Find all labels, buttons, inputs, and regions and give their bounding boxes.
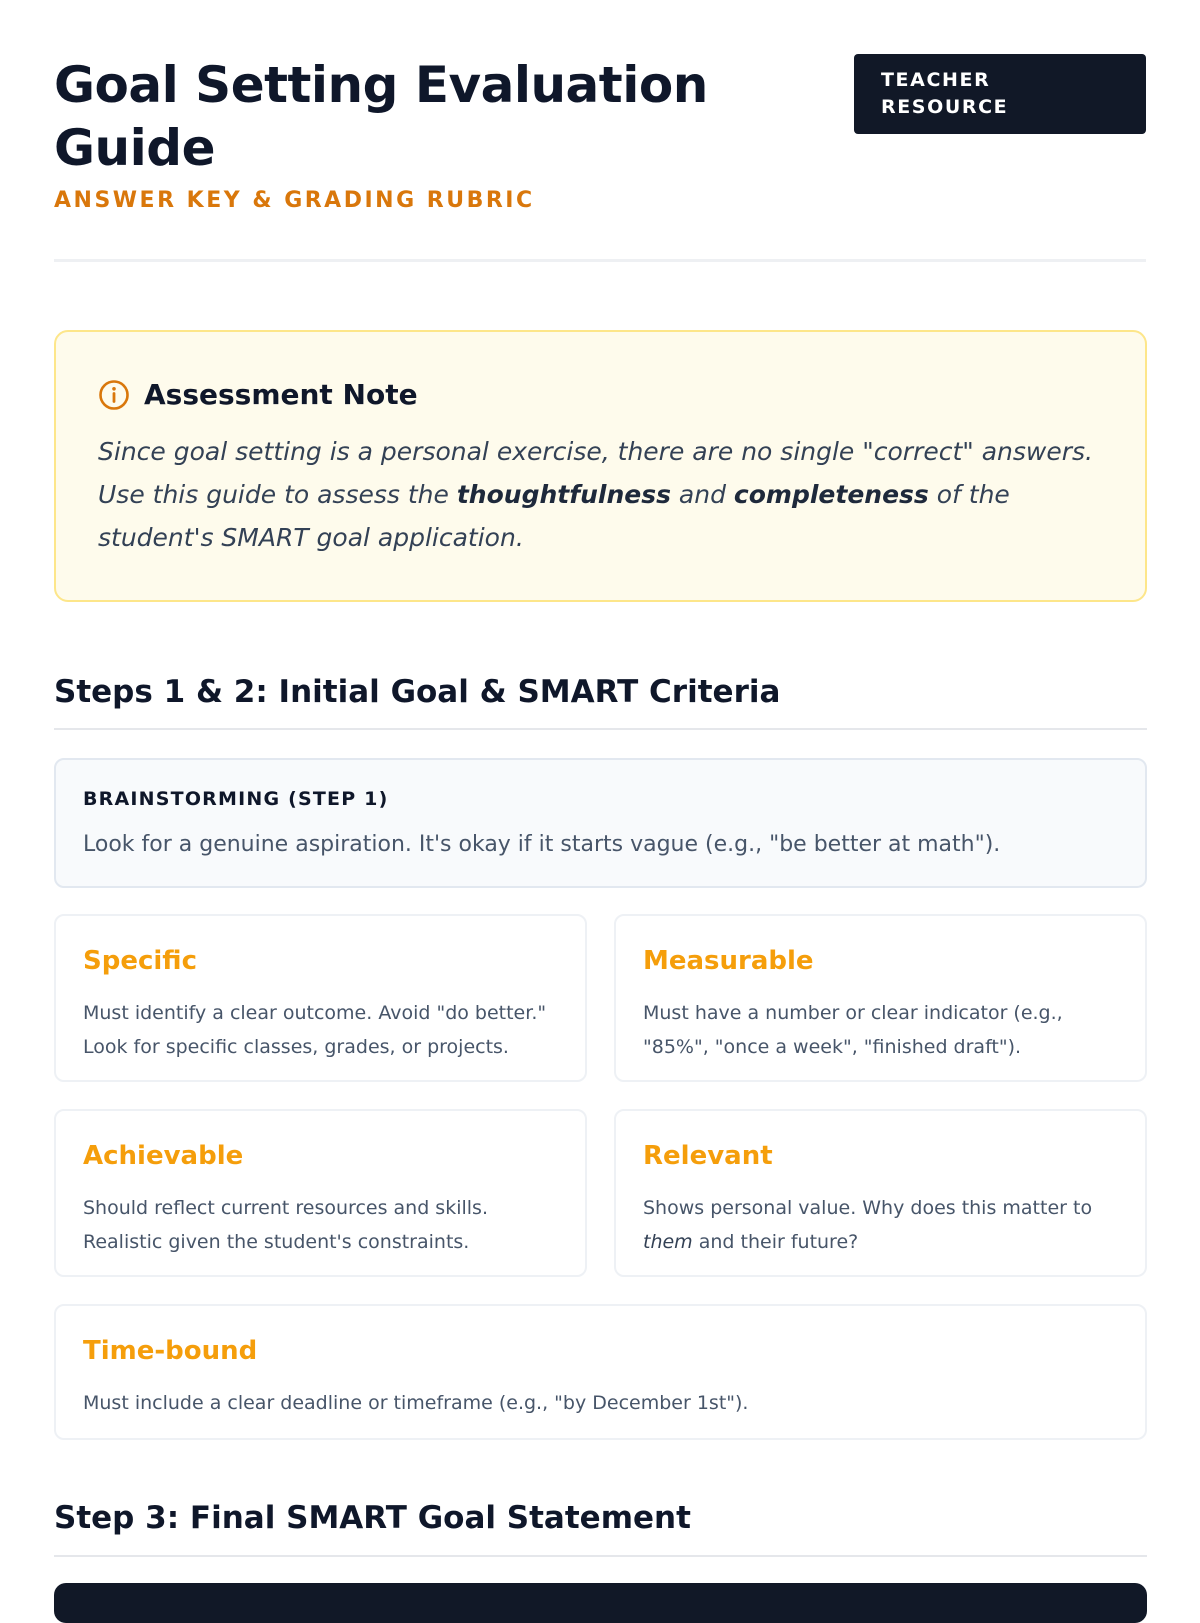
- brainstorming-box: [54, 758, 1147, 888]
- criteria-card-achievable: [54, 1109, 587, 1277]
- note-text-part: and: [670, 480, 734, 509]
- criteria-title: Specific: [83, 946, 197, 976]
- criteria-card-specific: [54, 914, 587, 1082]
- teacher-resource-badge: [854, 54, 1146, 134]
- info-circle-icon: [98, 379, 130, 411]
- criteria-text-part: and their future?: [692, 1231, 859, 1253]
- criteria-text: Must have a number or clear indicator (e.g., "85%", "once a week", "finished draft").: [643, 1002, 1063, 1058]
- criteria-text: [643, 1191, 1123, 1259]
- criteria-card-time-bound: [54, 1304, 1147, 1440]
- criteria-card-measurable: [614, 914, 1147, 1082]
- note-text-part: Since goal setting is a personal exercise, there are no single "correct" answers. Use this guide to assess the: [98, 437, 1093, 509]
- section-heading-step-3: Step 3: Final SMART Goal Statement: [54, 1500, 1147, 1557]
- note-title: Assessment Note: [144, 378, 418, 411]
- criteria-text: Should reflect current resources and skills. Realistic given the student's constraints.: [83, 1197, 488, 1253]
- badge-line-2: RESOURCE: [881, 96, 1009, 118]
- section-heading-steps-1-2: Steps 1 & 2: Initial Goal & SMART Criteria: [54, 674, 1147, 730]
- assessment-note: [54, 330, 1147, 602]
- note-text: [98, 430, 1108, 559]
- page-header: [54, 0, 1146, 262]
- criteria-title: Measurable: [643, 946, 814, 976]
- criteria-title: Relevant: [643, 1141, 773, 1171]
- badge-line-1: TEACHER: [881, 69, 991, 91]
- page-subtitle: ANSWER KEY & GRADING RUBRIC: [54, 188, 535, 213]
- note-text-part: of the student's SMART goal application.: [98, 480, 1010, 552]
- brainstorming-text: Look for a genuine aspiration. It's okay if it starts vague (e.g., "be better at math").: [83, 832, 1001, 857]
- brainstorming-label: BRAINSTORMING (STEP 1): [83, 788, 389, 810]
- final-goal-statement-box: [54, 1583, 1147, 1623]
- criteria-title: Time-bound: [83, 1336, 258, 1366]
- criteria-title: Achievable: [83, 1141, 244, 1171]
- criteria-text: Must include a clear deadline or timeframe (e.g., "by December 1st").: [83, 1392, 749, 1414]
- criteria-card-relevant: [614, 1109, 1147, 1277]
- criteria-text-part: Shows personal value. Why does this matter to: [643, 1197, 1093, 1219]
- criteria-emphasis-them: them: [643, 1231, 693, 1253]
- page-title: Goal Setting Evaluation Guide: [54, 56, 708, 177]
- note-emphasis-completeness: completeness: [733, 480, 929, 509]
- note-header: [98, 378, 418, 411]
- criteria-text: Must identify a clear outcome. Avoid "do better." Look for specific classes, grades, or projects.: [83, 1002, 547, 1058]
- note-emphasis-thoughtfulness: thoughtfulness: [456, 480, 671, 509]
